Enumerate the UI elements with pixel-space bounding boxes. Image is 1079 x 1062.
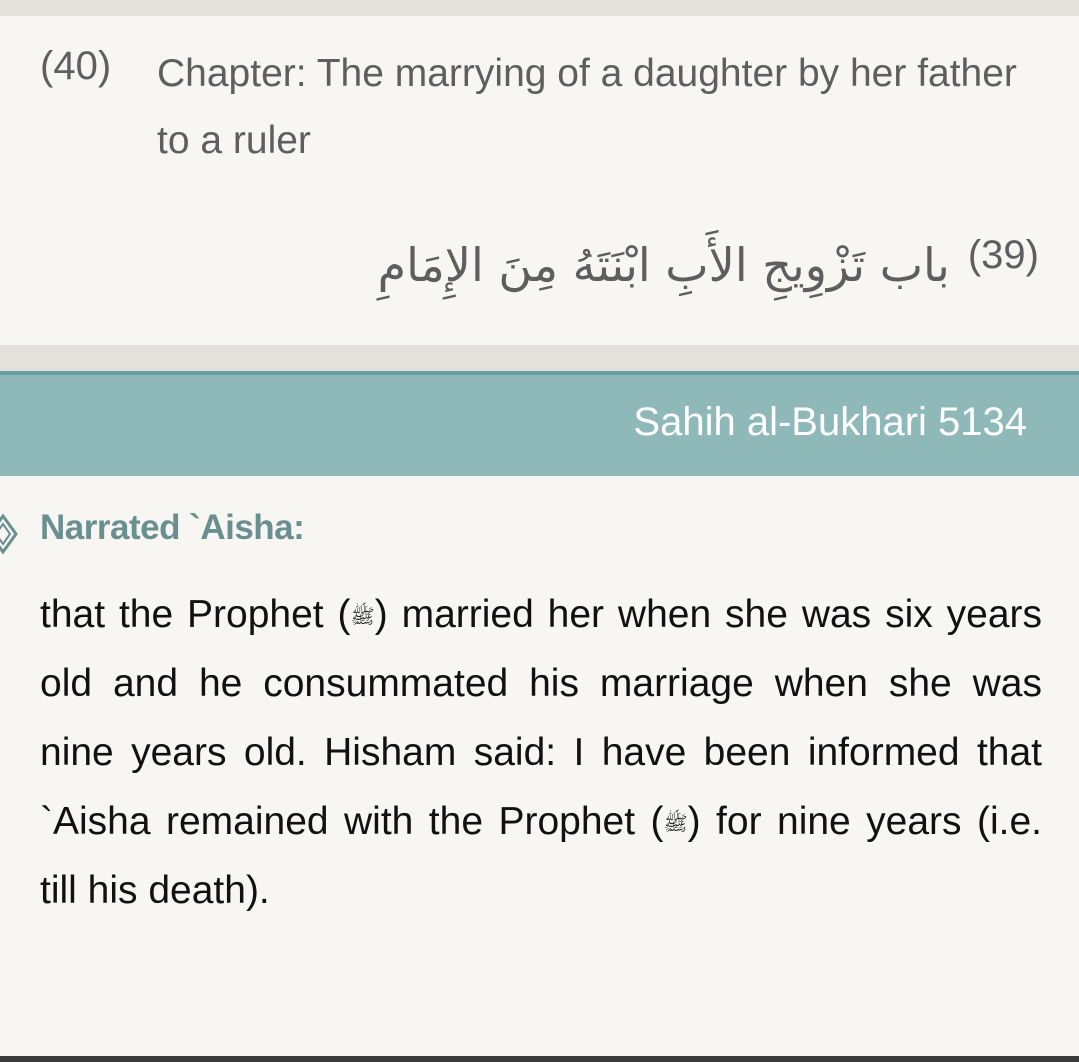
hadith-text-part: ) married her when she was six years old and he consummated his marriage when she was nine years old. Hisham said: I have been informed that `Aisha remained with the Prophet ( <box>40 593 1042 843</box>
bottom-edge <box>0 1056 1079 1062</box>
arabic-chapter-number: (39) <box>967 233 1039 277</box>
hadith-text-part: that the Prophet ( <box>40 593 351 636</box>
hadith-body <box>0 476 1079 1056</box>
chapter-title: Chapter: The marrying of a daughter by her father to a ruler <box>157 52 1017 162</box>
chapter-number: (40) <box>40 44 112 88</box>
narrator-line: Narrated `Aisha: <box>40 508 305 547</box>
arabic-chapter-title: باب تَزْوِيجِ الأَبِ ابْنَتَهُ مِنَ الإِمَامِ <box>377 238 950 292</box>
arabic-chapter-row <box>378 220 1039 310</box>
hadith-header <box>0 371 1079 476</box>
hadith-text <box>40 580 1042 925</box>
chapter-card <box>0 16 1079 345</box>
section-divider <box>0 345 1079 371</box>
salutation-glyph: ﷺ <box>663 811 688 835</box>
salutation-glyph: ﷺ <box>350 604 375 628</box>
hadith-text-part: ) for nine years (i.e. till his death). <box>40 800 1042 912</box>
ornament-icon <box>0 512 20 556</box>
hadith-reference[interactable]: Sahih al-Bukhari 5134 <box>633 400 1027 444</box>
top-divider <box>0 0 1079 16</box>
